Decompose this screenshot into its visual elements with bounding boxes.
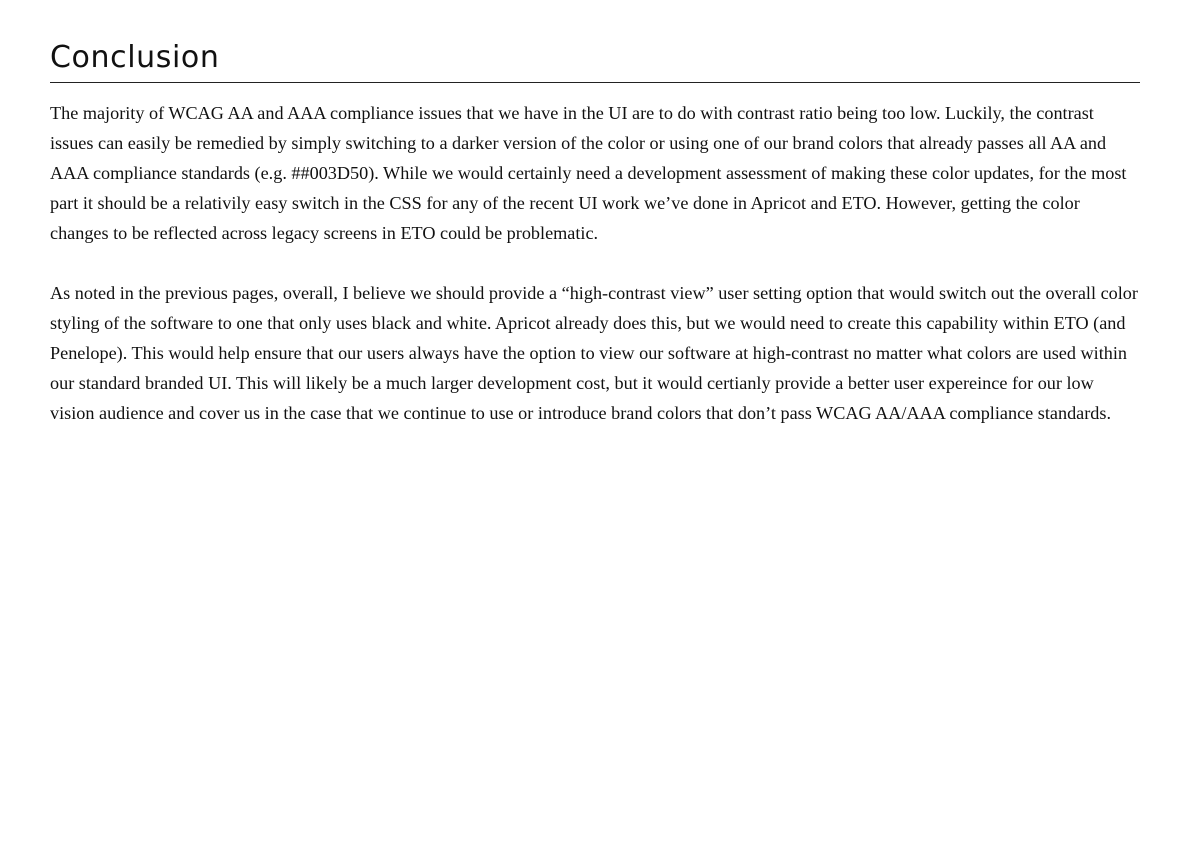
document-page [50, 40, 1140, 428]
paragraph-high-contrast-view: As noted in the previous pages, overall, I believe we should provide a “high-contrast view” user setting option that would switch out the overall color styling of the software to one that only uses black and white. Apricot already does this, but we would need to create this capability within ETO (and Penelope). This would help ensure that our users always have the option to view our software at high-contrast no matter what colors are used within our standard branded UI. This will likely be a much larger development cost, but it would certianly provide a better user expereince for our low vision audience and cover us in the case that we continue to use or introduce brand colors that don’t pass WCAG AA/AAA compliance standards. [50, 283, 1138, 423]
section-title: Conclusion [50, 40, 1140, 83]
paragraph-contrast-issues: The majority of WCAG AA and AAA compliance issues that we have in the UI are to do with contrast ratio being too low. Luckily, the contrast issues can easily be remedied by simply switching to a darker version of the color or using one of our brand colors that already passes all AA and AAA compliance standards (e.g. ##003D50). While we would certainly need a development assessment of making these color updates, for the most part it should be a relativily easy switch in the CSS for any of the recent UI work we’ve done in Apricot and ETO. However, getting the color changes to be reflected across legacy screens in ETO could be problematic. [50, 103, 1127, 243]
